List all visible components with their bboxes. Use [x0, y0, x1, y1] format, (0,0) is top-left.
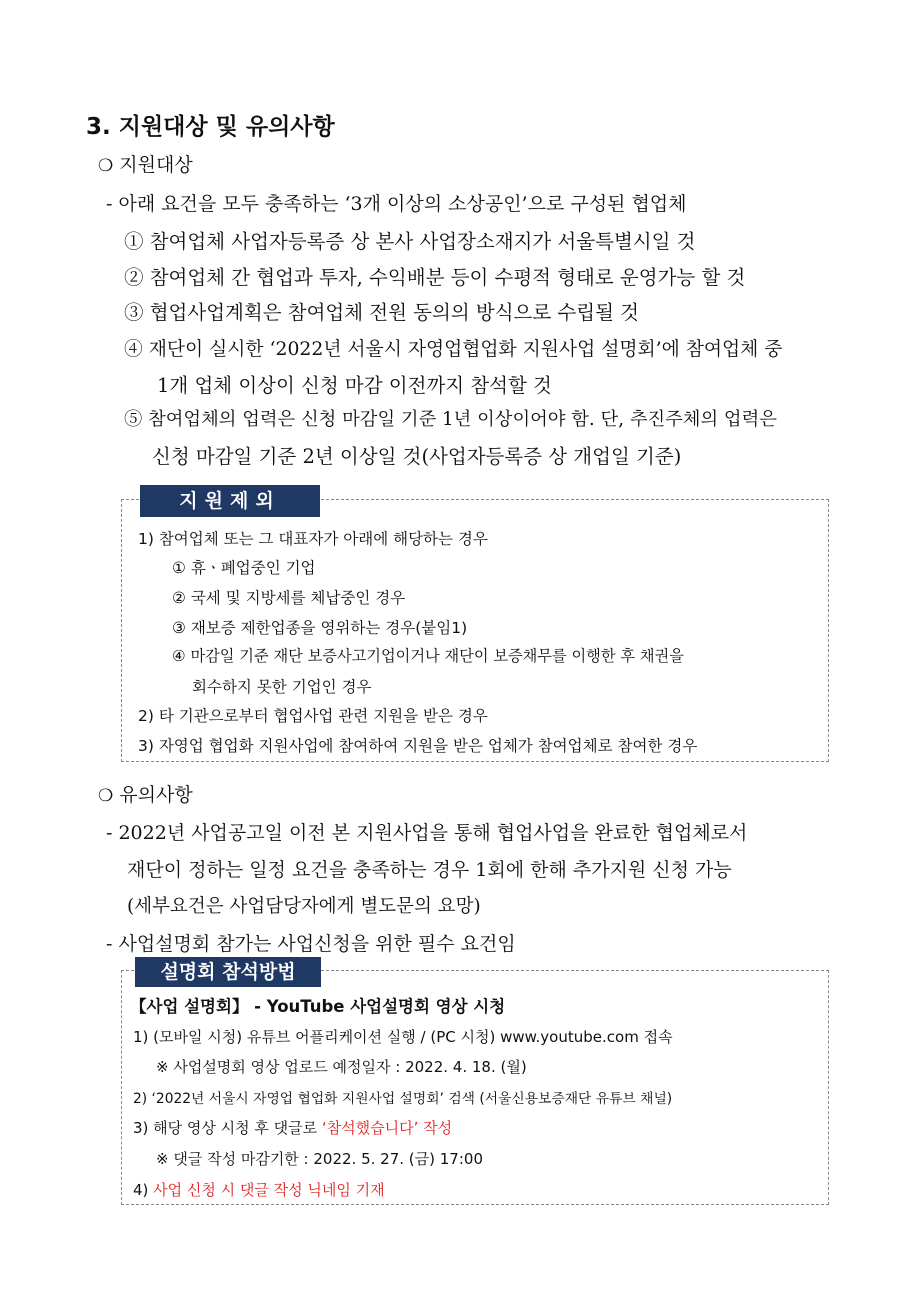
notes-title: 유의사항 [119, 784, 193, 806]
attendance-line-4 [133, 1179, 385, 1200]
notes-header [98, 780, 193, 807]
notes-line-1-cont: 재단이 정하는 일정 요건을 충족하는 경우 1회에 한해 추가지원 신청 가능 [127, 859, 732, 881]
attendance-tag: 설명회 참석방법 [135, 957, 321, 987]
notes-line-1-note: (세부요건은 사업담당자에게 별도문의 요망) [127, 896, 481, 917]
eligibility-title: 지원대상 [119, 154, 193, 176]
attendance-line-2: 2) ‘2022년 서울시 자영업 협업화 지원사업 설명회’ 검색 (서울신용보증재단 유튜브 채널) [133, 1091, 673, 1107]
attendance-line-3-note: ※ 댓글 작성 마감기한 : 2022. 5. 27. (금) 17:00 [156, 1150, 483, 1168]
circle-bullet-icon: ❍ [98, 156, 114, 176]
exclusion-line-1b: ② 국세 및 지방세를 체납중인 경우 [172, 589, 406, 607]
eligibility-intro: - 아래 요건을 모두 충족하는 ‘3개 이상의 소상공인’으로 구성된 협업체 [106, 193, 687, 215]
notes-line-1: - 2022년 사업공고일 이전 본 지원사업을 통해 협업사업을 완료한 협업체로서 [106, 822, 748, 844]
notes-line-2: - 사업설명회 참가는 사업신청을 위한 필수 요건임 [106, 933, 516, 955]
eligibility-header [98, 150, 193, 177]
attendance-title: 【사업 설명회】 - YouTube 사업설명회 영상 시청 [130, 997, 506, 1016]
attendance-line-1: 1) (모바일 시청) 유튜브 어플리케이션 실행 / (PC 시청) www.youtube.com 접속 [133, 1028, 673, 1046]
exclusion-line-1d: ④ 마감일 기준 재단 보증사고기업이거나 재단이 보증채무를 이행한 후 채권을 [172, 647, 684, 665]
exclusion-line-1d-cont: 회수하지 못한 기업인 경우 [192, 678, 372, 696]
eligibility-item-1: ① 참여업체 사업자등록증 상 본사 사업장소재지가 서울특별시일 것 [124, 230, 696, 253]
attendance-line-3 [133, 1117, 452, 1138]
eligibility-item-4-cont: 1개 업체 이상이 신청 마감 이전까지 참석할 것 [157, 374, 552, 397]
attendance-line-1-note: ※ 사업설명회 영상 업로드 예정일자 : 2022. 4. 18. (월) [156, 1058, 527, 1076]
attendance-line-4-text: 4) [133, 1181, 154, 1199]
exclusion-tag: 지원제외 [140, 485, 320, 517]
eligibility-item-5-cont: 신청 마감일 기준 2년 이상일 것(사업자등록증 상 개업일 기준) [152, 445, 682, 468]
eligibility-item-4: ④ 재단이 실시한 ‘2022년 서울시 자영업협업화 지원사업 설명회’에 참여업체 중 [124, 339, 783, 360]
exclusion-line-1c: ③ 재보증 제한업종을 영위하는 경우(붙임1) [172, 619, 468, 637]
exclusion-line-1a: ① 휴ㆍ폐업중인 기업 [172, 559, 316, 577]
section-heading: 3. 지원대상 및 유의사항 [86, 114, 335, 140]
eligibility-item-2: ② 참여업체 간 협업과 투자, 수익배분 등이 수평적 형태로 운영가능 할 것 [124, 266, 746, 289]
attendance-line-4-highlight: 사업 신청 시 댓글 작성 닉네임 기재 [153, 1181, 385, 1199]
circle-bullet-icon: ❍ [98, 786, 114, 806]
exclusion-line-2: 2) 타 기관으로부터 협업사업 관련 지원을 받은 경우 [138, 707, 488, 725]
exclusion-line-3: 3) 자영업 협업화 지원사업에 참여하여 지원을 받은 업체가 참여업체로 참여한 경우 [138, 737, 698, 755]
attendance-line-3-highlight: ‘참석했습니다’ 작성 [321, 1119, 453, 1137]
exclusion-line-1: 1) 참여업체 또는 그 대표자가 아래에 해당하는 경우 [138, 530, 488, 548]
eligibility-item-3: ③ 협업사업계획은 참여업체 전원 동의의 방식으로 수립될 것 [124, 301, 639, 324]
eligibility-item-5: ⑤ 참여업체의 업력은 신청 마감일 기준 1년 이상이어야 함. 단, 추진주체의 업력은 [124, 409, 777, 430]
attendance-line-3-text: 3) 해당 영상 시청 후 댓글로 [133, 1119, 322, 1137]
